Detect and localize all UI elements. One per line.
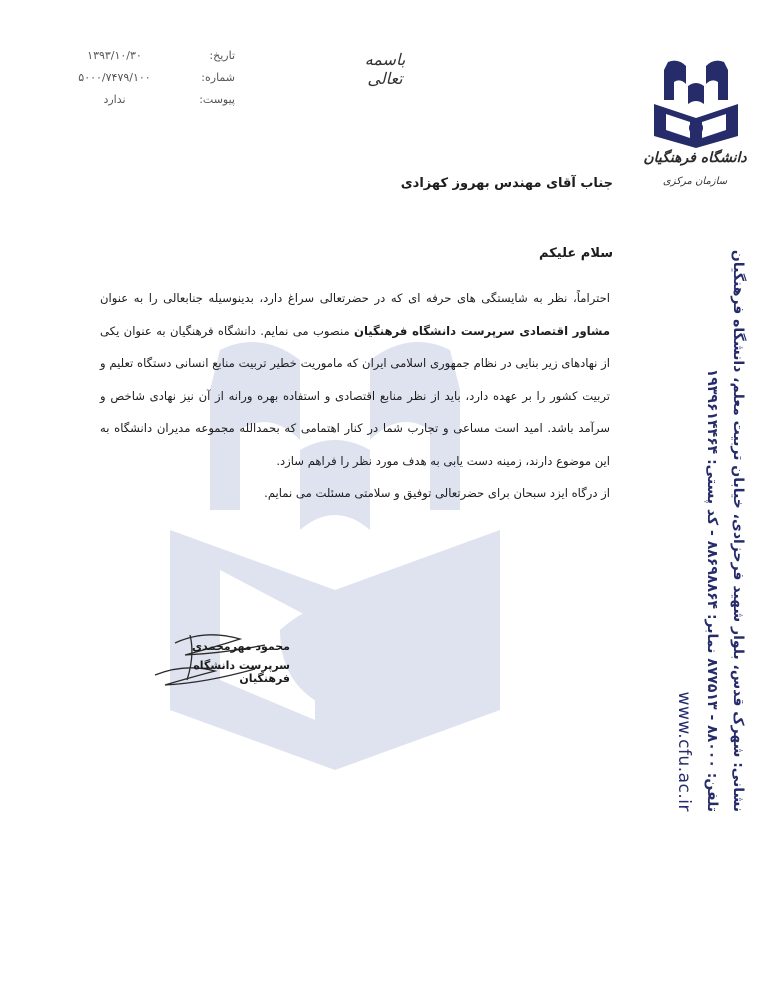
greeting-line: سلام علیکم: [539, 246, 613, 261]
signatory-title: سرپرست دانشگاه فرهنگیان: [193, 659, 290, 685]
letter-meta: [50, 44, 235, 110]
date-row: [50, 44, 235, 66]
attachment-label: پیوست:: [199, 92, 235, 106]
number-row: [50, 66, 235, 88]
footer-address: نشانی: شهرک قدس، بلوار شهید فرحزادی، خیابان تربیت معلم، دانشگاه فرهنگیان: [730, 249, 746, 812]
university-logo-icon: [650, 58, 742, 148]
number-label: شماره:: [201, 70, 235, 84]
invocation-heading: باسمه تعالی: [364, 50, 406, 88]
date-value: ۱۳۹۳/۱۰/۳۰: [87, 48, 142, 62]
number-value: ۵۰۰۰/۷۴۷۹/۱۰۰: [78, 70, 151, 84]
attachment-row: [50, 88, 235, 110]
signatory-name: محمود مهرمحمدی: [192, 640, 290, 653]
logo-name-text: دانشگاه فرهنگیان: [643, 150, 747, 166]
letter-paragraph: [100, 282, 610, 477]
logo-subtitle-text: سازمان مرکزی: [662, 176, 728, 187]
closing-paragraph: از درگاه ایزد سبحان برای حضرتعالی توفیق و سلامتی مسئلت می نمایم.: [264, 486, 610, 500]
footer-contact: تلفن: ۸۸۰۰۰ - ۸۷۷۵۱۳ نمابر: ۸۸۶۹۸۸۶۴ - کد پستی: ۱۹۳۹۶۱۴۴۶۴: [704, 368, 720, 812]
side-footer: [646, 249, 746, 812]
footer-website-link[interactable]: www.cfu.ac.ir: [674, 691, 694, 812]
attachment-value: ندارد: [103, 92, 126, 106]
paragraph-text-end: منصوب می نمایم. دانشگاه فرهنگیان به عنوان یکی از نهادهای زیر بنایی در نظام جمهوری اسلامی ایران که ماموریت خطیر تربیت منابع انسانی دستگاه تعلیم و تربیت کشور را بر عهده دارد، باید از نظر منابع اقتصادی و استفاده بهره ورانه از آن نیز نهادی شاخص و سرآمد باشد. امید است مساعی و تجارب شما در کنار اهتمامی که بحمدالله مجموعه مدیران دانشگاه به این موضوع دارند، زمینه دست یابی به هدف مورد نظر را فراهم سازد.: [100, 323, 610, 468]
letter-body: [100, 282, 610, 510]
appointment-title: مشاور اقتصادی سرپرست دانشگاه فرهنگیان: [354, 323, 611, 338]
date-label: تاریخ:: [209, 48, 235, 62]
paragraph-text-start: احتراماً، نظر به شایستگی های حرفه ای که در حضرتعالی سراغ دارد، بدینوسیله جنابعالی را به عنوان: [100, 291, 610, 305]
recipient-line: جناب آقای مهندس بهروز کهزادی: [400, 176, 613, 191]
